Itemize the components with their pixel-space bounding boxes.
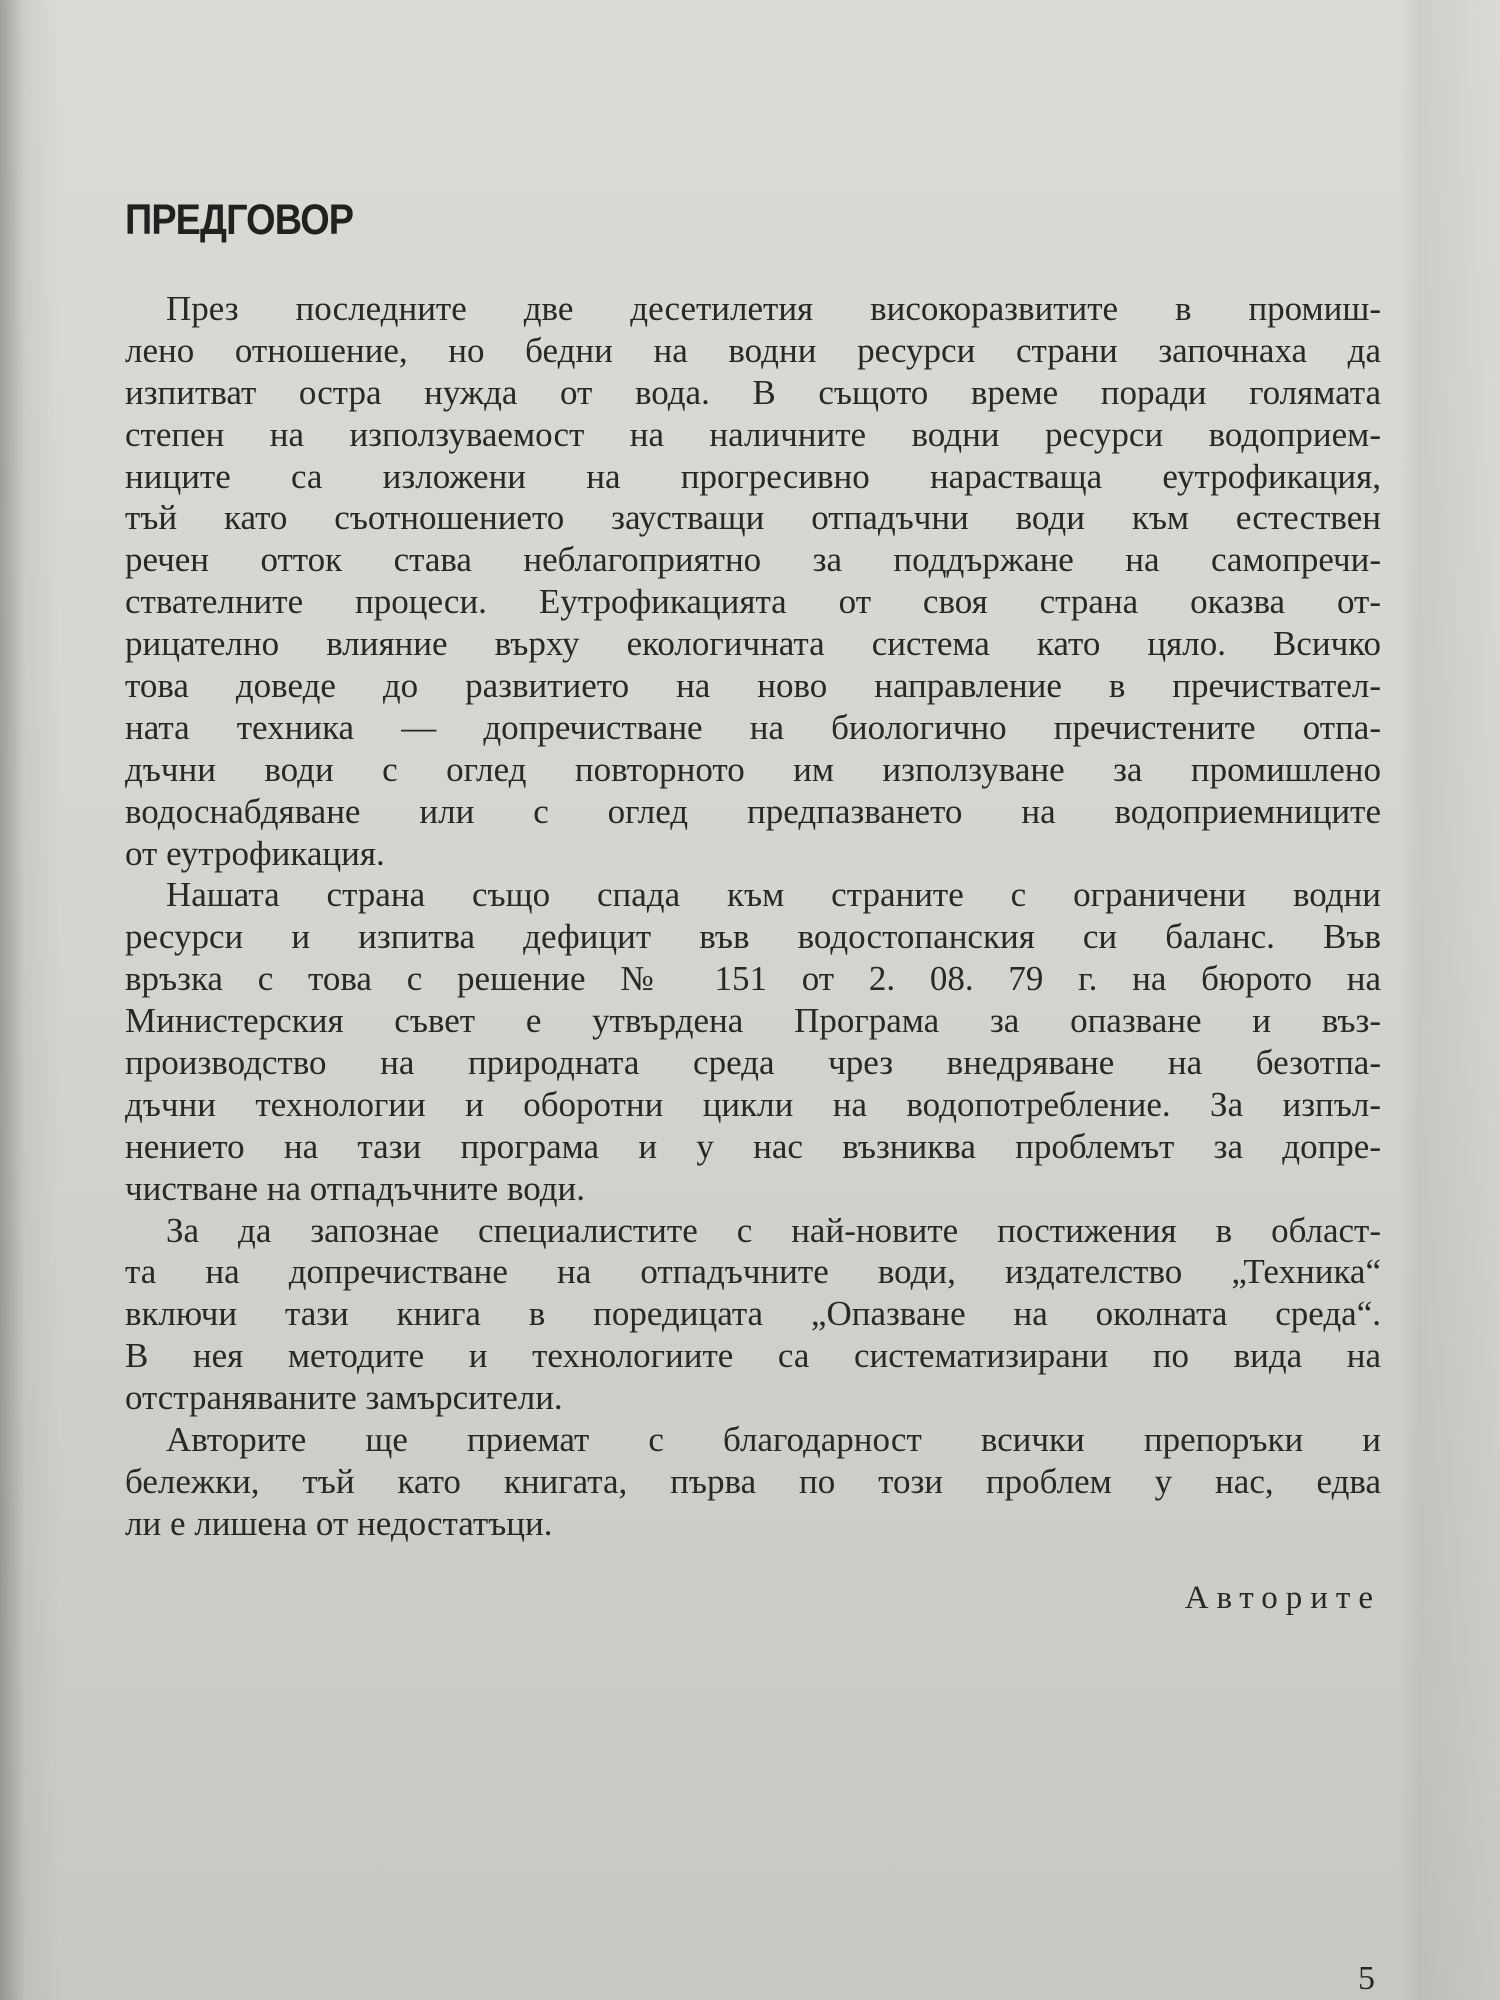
- paragraph-1-line: речен отток става неблагоприятно за поддържане на самопречи-: [125, 540, 1381, 580]
- paragraph-4-line: Авторите ще приемат с благодарност всички препоръки и: [166, 1420, 1381, 1460]
- paragraph-1-line: водоснабдяване или с оглед предпазването на водоприемниците: [125, 791, 1381, 831]
- paragraph-1-line: това доведе до развитието на ново направление в пречиствател-: [125, 666, 1381, 706]
- paragraph-3-line: та на допречистване на отпадъчните води, издателство „Техника“: [125, 1252, 1381, 1292]
- paragraph-3-line: В нея методите и технологиите са систематизирани по вида на: [125, 1336, 1381, 1376]
- paragraph-2-line: връзка с това с решение № 151 от 2. 08. 79 г. на бюрото на: [125, 959, 1381, 999]
- paragraph-3-line: включи тази книга в поредицата „Опазване на околната среда“.: [125, 1294, 1381, 1334]
- paragraph-2-line: нението на тази програма и у нас възниква проблемът за допре-: [125, 1126, 1381, 1166]
- paragraph-1-line: През последните две десетилетия високоразвитите в промиш-: [166, 289, 1381, 328]
- page-title: ПРЕДГОВОР: [125, 196, 354, 244]
- paragraph-1-line: рицателно влияние върху екологичната система като цяло. Всичко: [125, 624, 1381, 664]
- paragraph-4-line: ли е лишена от недостатъци.: [125, 1503, 553, 1543]
- paragraph-1-line: тъй като съотношението заустващи отпадъчни води към естествен: [125, 498, 1381, 538]
- paragraph-1-line: лено отношение, но бедни на водни ресурси страни започнаха да: [125, 330, 1381, 370]
- paragraph-2-line: производство на природната среда чрез внедряване на безотпа-: [125, 1043, 1381, 1083]
- signature-authors: Авторите: [1184, 1580, 1381, 1616]
- paragraph-1-line: ната техника — допречистване на биологично пречистените отпа-: [125, 707, 1381, 747]
- paragraph-2-line: Министерския съвет е утвърдена Програма за опазване и въз-: [125, 1001, 1381, 1041]
- paragraph-1-line: изпитват остра нужда от вода. В същото време поради голямата: [125, 372, 1381, 412]
- paragraph-4-line: бележки, тъй като книгата, първа по този проблем у нас, едва: [125, 1461, 1381, 1501]
- paragraph-1-line: ниците са изложени на прогресивно нарастваща еутрофикация,: [125, 456, 1381, 496]
- paragraph-3-line: отстраняваните замърсители.: [125, 1378, 563, 1418]
- paragraph-2-line: ресурси и изпитва дефицит във водостопанския си баланс. Във: [125, 917, 1381, 957]
- paragraph-2-line: Нашата страна също спада към страните с ограничени водни: [166, 875, 1381, 915]
- paragraph-1-line: от еутрофикация.: [125, 833, 385, 873]
- paragraph-2-line: дъчни технологии и оборотни цикли на водопотребление. За изпъл-: [125, 1084, 1381, 1124]
- paragraph-1-line: степен на използуваемост на наличните водни ресурси водоприем-: [125, 414, 1381, 454]
- paragraph-2-line: чистване на отпадъчните води.: [125, 1168, 586, 1208]
- preface-body: [125, 288, 1381, 1545]
- page-number: 5: [1358, 1960, 1375, 1997]
- paragraph-1-line: дъчни води с оглед повторното им използуване за промишлено: [125, 749, 1381, 789]
- paragraph-1-line: ствателните процеси. Еутрофикацията от своя страна оказва от-: [125, 582, 1381, 622]
- paragraph-3-line: За да запознае специалистите с най-новите постижения в област-: [166, 1210, 1381, 1250]
